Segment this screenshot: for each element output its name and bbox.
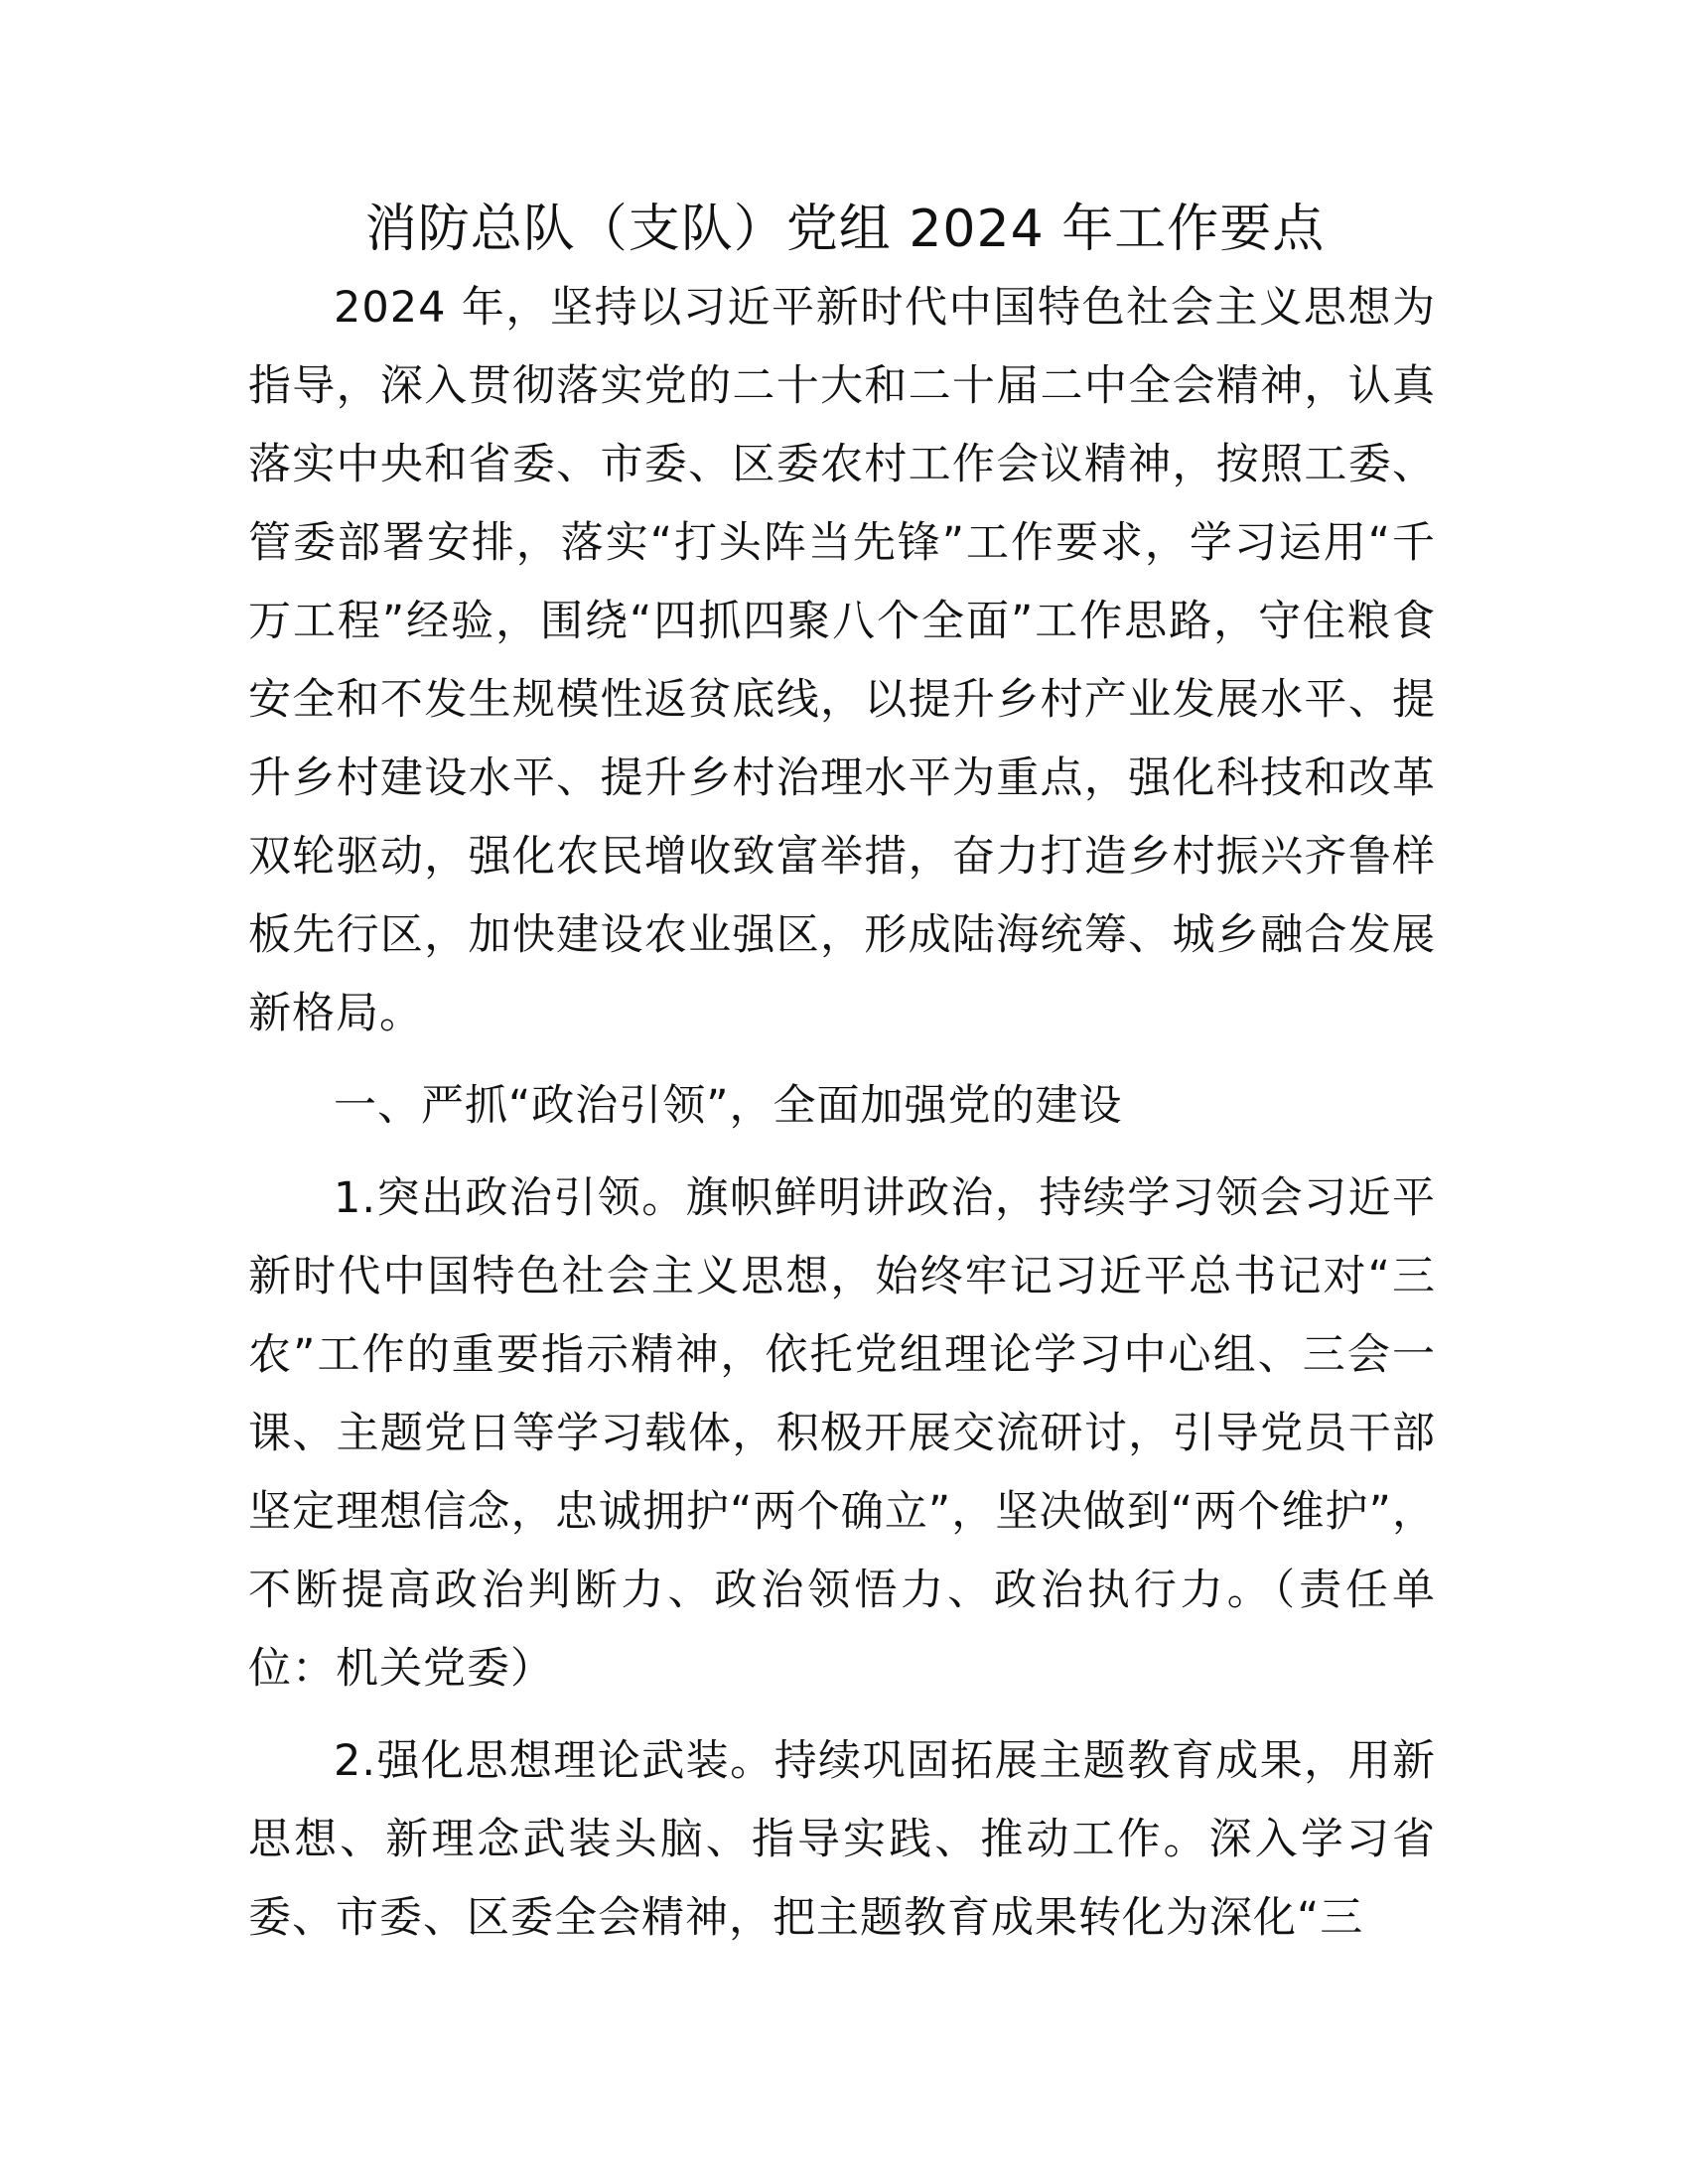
item-paragraph-1: 1.突出政治引领。旗帜鲜明讲政治，持续学习领会习近平新时代中国特色社会主义思想，始终牢记习近平总书记对“三农”工作的重要指示精神，依托党组理论学习中心组、三会一课、主题党日等学习载体，积极开展交流研讨，引导党员干部坚定理想信念，忠诚拥护“两个确立”，坚决做到“两个维护”，不断提高政治判断力、政治领悟力、政治执行力。（责任单位：机关党委） [248, 1173, 1436, 1694]
section-heading: 一、严抓“政治引领”，全面加强党的建设 [334, 1081, 1123, 1131]
intro-paragraph: 2024 年，坚持以习近平新时代中国特色社会主义思想为指导，深入贯彻落实党的二十大和二十届二中全会精神，认真落实中央和省委、市委、区委农村工作会议精神，按照工委、管委部署安排，落实“打头阵当先锋”工作要求，学习运用“千万工程”经验，围绕“四抓四聚八个全面”工作思路，守住粮食安全和不发生规模性返贫底线，以提升乡村产业发展水平、提升乡村建设水平、提升乡村治理水平为重点，强化科技和改革双轮驱动，强化农民增收致富举措，奋力打造乡村振兴齐鲁样板先行区，加快建设农业强区，形成陆海统筹、城乡融合发展新格局。 [248, 283, 1436, 1038]
item-paragraph-2: 2.强化思想理论武装。持续巩固拓展主题教育成果，用新思想、新理念武装头脑、指导实践、推动工作。深入学习省委、市委、区委全会精神，把主题教育成果转化为深化“三 [248, 1736, 1436, 1943]
document-title: 消防总队（支队）党组 2024 年工作要点 [364, 200, 1326, 259]
